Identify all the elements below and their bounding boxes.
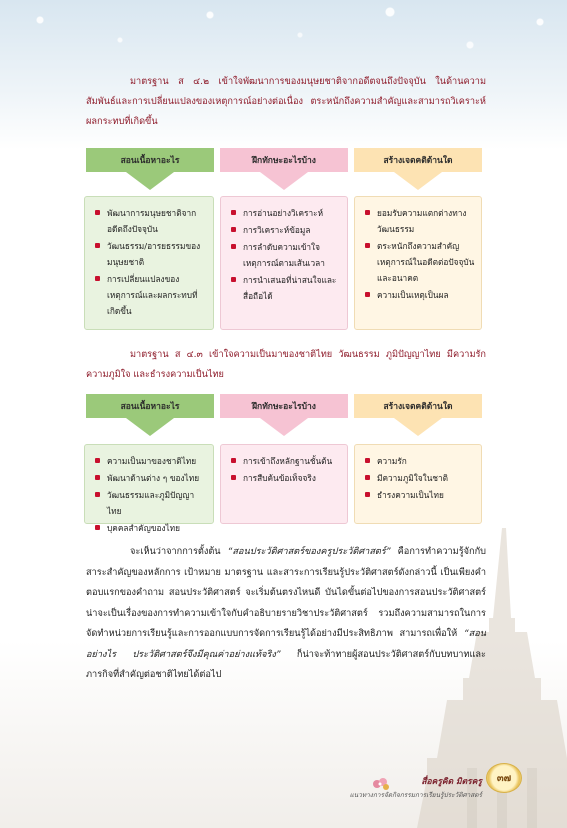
standard-2-body: มาตรฐาน ส ๔.๓ เข้าใจความเป็นมาของชาติไทย วัฒนธรรม ภูมิปัญญาไทย มีความรัก ความภูมิใจ และธำรงความเป็นไทย — [86, 349, 486, 380]
conclusion-paragraph — [86, 542, 486, 686]
header-attitude-1: สร้างเจตคติด้านใด — [354, 148, 482, 172]
attitude-box-1 — [354, 196, 482, 330]
list-item: ธำรงความเป็นไทย — [365, 487, 475, 503]
header-skill-1: ฝึกทักษะอะไรบ้าง — [220, 148, 348, 172]
arrow-down-icon — [126, 172, 174, 190]
list-item: มีความภูมิใจในชาติ — [365, 470, 475, 486]
arrow-down-icon — [394, 418, 442, 436]
list-item: การนำเสนอที่น่าสนใจและสื่อถือได้ — [231, 272, 341, 304]
footer-title: สื่อครูคิด มิตรครู — [421, 777, 482, 787]
list-item: วัฒนธรรม/อารยธรรมของมนุษยชาติ — [95, 238, 207, 270]
list-item: บุคคลสำคัญของไทย — [95, 520, 207, 536]
list-item: ความเป็นมาของชาติไทย — [95, 453, 207, 469]
list-item: การสืบค้นข้อเท็จจริง — [231, 470, 341, 486]
header-attitude-2: สร้างเจตคติด้านใด — [354, 394, 482, 418]
teach-box-2 — [84, 444, 214, 533]
list-item: พัฒนาการมนุษยชาติจากอดีตถึงปัจจุบัน — [95, 205, 207, 237]
paragraph-tail: ก็น่าจะท้าทายผู้สอนประวัติศาสตร์กับบทบาทและภารกิจที่สำคัญต่อชาติไทยได้ต่อไป — [86, 648, 486, 680]
standard-1-text — [86, 72, 486, 132]
footer-subtitle: แนวทางการจัดกิจกรรมการเรียนรู้ประวัติศาสตร์ — [349, 791, 482, 799]
arrow-down-icon — [260, 418, 308, 436]
list-item: การอ่านอย่างวิเคราะห์ — [231, 205, 341, 221]
list-item: วัฒนธรรมและภูมิปัญญาไทย — [95, 487, 207, 519]
list-item: การเข้าถึงหลักฐานชั้นต้น — [231, 453, 341, 469]
list-item: ความเป็นเหตุเป็นผล — [365, 287, 475, 303]
list-item: การเปลี่ยนแปลงของเหตุการณ์และผลกระทบที่เกิดขึ้น — [95, 271, 207, 319]
paragraph-quote-1: “สอนประวัติศาสตร์ของครูประวัติศาสตร์” — [227, 546, 391, 557]
attitude-box-2 — [354, 444, 482, 524]
sky-background — [0, 0, 567, 70]
paragraph-mid: คือการทำความรู้จักกับสาระสำคัญของหลักการ เป้าหมาย มาตรฐาน และสาระการเรียนรู้ประวัติศาสตร์ดังกล่าวนี้ เป็นเพียงคำตอบแรกของคำถาม สอนประวัติศาสตร์ จะเริ่มต้นตรงไหนดี บันไดขั้นต่อไปของการสอนประวัติศาสตร์ น่าจะเป็นเรื่องของการทำความเข้าใจกับคำอธิบายรายวิชาประวัติศาสตร์ รวมถึงความสามารถในการจัดทำหน่วยการเรียนรู้และการออกแบบการจัดการเรียนรู้ได้อย่างมีประสิทธิภาพ สามารถเพื่อให้ — [86, 546, 486, 639]
list-item: ความรัก — [365, 453, 475, 469]
arrow-down-icon — [394, 172, 442, 190]
header-teach-2: สอนเนื้อหาอะไร — [86, 394, 214, 418]
paragraph-quote-2: “สอนอย่างไร ประวัติศาสตร์จึงมีคุณค่าอย่างแท้จริง” — [86, 628, 486, 660]
standard-1-body: มาตรฐาน ส ๔.๒ เข้าใจพัฒนาการของมนุษยชาติจากอดีตจนถึงปัจจุบัน ในด้านความสัมพันธ์และการเปลี่ยนแปลงของเหตุการณ์อย่างต่อเนื่อง ตระหนักถึงความสำคัญและสามารถวิเคราะห์ผลกระทบที่เกิดขึ้น — [86, 76, 486, 127]
teach-box-1 — [84, 196, 214, 330]
paragraph-lead: จะเห็นว่าจากการตั้งต้น — [130, 546, 228, 557]
standard-2-text — [86, 345, 486, 385]
list-item: การลำดับความเข้าใจเหตุการณ์ตามเส้นเวลา — [231, 239, 341, 271]
header-skill-2: ฝึกทักษะอะไรบ้าง — [220, 394, 348, 418]
skill-box-1 — [220, 196, 348, 330]
list-item: พัฒนาด้านต่าง ๆ ของไทย — [95, 470, 207, 486]
list-item: ตระหนักถึงความสำคัญเหตุการณ์ในอดีตต่อปัจจุบันและอนาคต — [365, 238, 475, 286]
list-item: การวิเคราะห์ข้อมูล — [231, 222, 341, 238]
arrow-down-icon — [260, 172, 308, 190]
header-teach-1: สอนเนื้อหาอะไร — [86, 148, 214, 172]
list-item: ยอมรับความแตกต่างทางวัฒนธรรม — [365, 205, 475, 237]
page-number: ๓๗ — [486, 763, 522, 793]
skill-box-2 — [220, 444, 348, 524]
arrow-down-icon — [126, 418, 174, 436]
